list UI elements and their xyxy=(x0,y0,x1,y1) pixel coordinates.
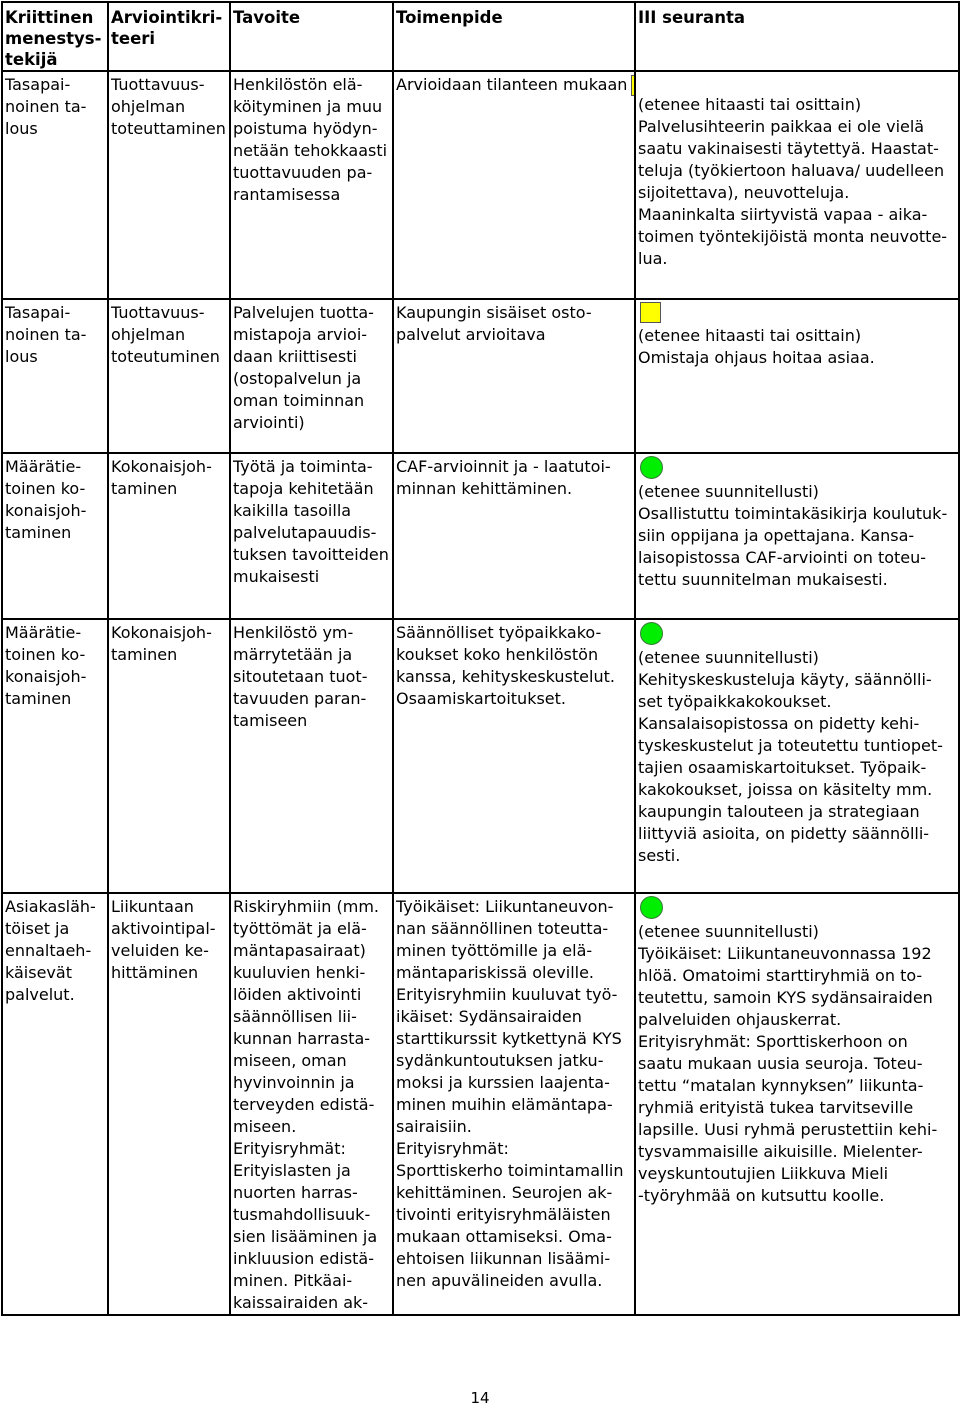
text-line: Tuottavuus- xyxy=(111,303,205,322)
text-line: netään tehokkaasti xyxy=(233,141,388,160)
text-line: minnan kehittäminen. xyxy=(396,479,573,498)
text-line: oman toiminnan xyxy=(233,391,365,410)
text-line: taminen xyxy=(5,523,72,542)
text-line: lapsille. Uusi ryhmä perustettiin kehi- xyxy=(638,1120,938,1139)
header-kriittinen-menestystekija xyxy=(2,2,108,71)
text-line: Erityisryhmiin kuuluvat työ- xyxy=(396,985,618,1004)
text-line: tamiseen xyxy=(233,711,308,730)
evaluation-table xyxy=(1,1,960,1316)
cell-tavoite xyxy=(230,893,393,1315)
header-row xyxy=(2,2,959,71)
text-line: säännöllisen lii- xyxy=(233,1007,357,1026)
text-line: saatu mukaan uusia seuroja. Toteu- xyxy=(638,1054,923,1073)
page-number: 14 xyxy=(470,1389,490,1407)
text-line: Asiakasläh- xyxy=(5,897,96,916)
text-line: teeri xyxy=(111,29,156,48)
text-line: taminen xyxy=(111,645,178,664)
text-line: kuuluvien henki- xyxy=(233,963,366,982)
text-line: tysvammaisille aikuisille. Mielenter- xyxy=(638,1142,923,1161)
text-line: liittyviä asioita, on pidetty säännölli- xyxy=(638,824,930,843)
text-line: Palvelujen tuotta- xyxy=(233,303,374,322)
text-line: (etenee hitaasti tai osittain) xyxy=(638,95,862,114)
text-line: minen. Pitkäai- xyxy=(233,1271,353,1290)
status-indicator-green-icon xyxy=(640,622,663,645)
text-line: lua. xyxy=(638,249,668,268)
seuranta-text xyxy=(638,325,956,369)
text-line: tyskeskustelut ja toteutettu tuntiopet- xyxy=(638,736,943,755)
text-line: konaisjoh- xyxy=(5,667,87,686)
cell-toimenpide xyxy=(393,893,635,1315)
text-line: rantamisessa xyxy=(233,185,341,204)
text-line: Kokonaisjoh- xyxy=(111,623,212,642)
text-line: Liikuntaan xyxy=(111,897,194,916)
text-line: teutettu, samoin KYS sydänsairaiden xyxy=(638,988,933,1007)
text-line: Toimenpide xyxy=(396,8,503,27)
cell-tekija xyxy=(2,893,108,1315)
text-line: Kaupungin sisäiset osto- xyxy=(396,303,592,322)
text-line: Osaamiskartoitukset. xyxy=(396,689,566,708)
text-line: Määrätie- xyxy=(5,457,82,476)
text-line: Tasapai- xyxy=(5,303,71,322)
text-line: toimen työntekijöistä monta neuvotte- xyxy=(638,227,948,246)
table-row xyxy=(2,893,959,1315)
text-line: töiset ja xyxy=(5,919,70,938)
cell-seuranta xyxy=(635,299,959,453)
text-line: CAF-arvioinnit ja - laatutoi- xyxy=(396,457,611,476)
text-line: kehittäminen. Seurojen ak- xyxy=(396,1183,613,1202)
table-row xyxy=(2,619,959,893)
text-line: palvelutapauudis- xyxy=(233,523,377,542)
text-line: set työpaikkakokoukset. xyxy=(638,692,832,711)
text-line: Tavoite xyxy=(233,8,301,27)
text-line: teluja (työkiertoon haluava/ uudelleen xyxy=(638,161,945,180)
text-line: -työryhmää on kutsuttu koolle. xyxy=(638,1186,885,1205)
text-line: laisopistossa CAF-arviointi on toteu- xyxy=(638,548,927,567)
text-line: Kokonaisjoh- xyxy=(111,457,212,476)
seuranta-text xyxy=(638,921,956,1207)
text-line: inkluusion edistä- xyxy=(233,1249,375,1268)
text-line: miseen. xyxy=(233,1117,297,1136)
text-line: kaikilla tasoilla xyxy=(233,501,352,520)
text-line: Tuottavuus- xyxy=(111,75,205,94)
text-line: terveyden edistä- xyxy=(233,1095,375,1114)
text-line: sien lisääminen ja xyxy=(233,1227,378,1246)
cell-kriteeri xyxy=(108,619,230,893)
text-line: mäntapariskissä oleville. xyxy=(396,963,595,982)
text-line: sydänkuntoutuksen jatku- xyxy=(396,1051,604,1070)
text-line: kanssa, kehityskeskustelut. xyxy=(396,667,615,686)
text-line: Erityislasten ja xyxy=(233,1161,351,1180)
text-line: nuorten harras- xyxy=(233,1183,358,1202)
text-line: tettu suunnitelman mukaisesti. xyxy=(638,570,888,589)
text-line: köityminen ja muu xyxy=(233,97,383,116)
text-line: tivointi erityisryhmäläisten xyxy=(396,1205,611,1224)
text-line: minen työttömille ja elä- xyxy=(396,941,593,960)
text-line: (etenee suunnitellusti) xyxy=(638,648,819,667)
text-line: lous xyxy=(5,119,38,138)
text-line: tavuuden paran- xyxy=(233,689,367,708)
table-row xyxy=(2,453,959,619)
status-indicator-yellow-icon xyxy=(640,302,661,323)
text-line: sairaisiin. xyxy=(396,1117,472,1136)
text-line: mäntapasairaat) xyxy=(233,941,366,960)
text-line: siin oppijana ja opettajana. Kansa- xyxy=(638,526,915,545)
cell-tekija xyxy=(2,619,108,893)
header-arviointikriteeri xyxy=(108,2,230,71)
text-line: Osallistuttu toimintakäsikirja koulutuk- xyxy=(638,504,948,523)
cell-kriteeri xyxy=(108,299,230,453)
text-line: Tasapai- xyxy=(5,75,71,94)
text-line: toteutuminen xyxy=(111,347,220,366)
text-line: tettu “matalan kynnyksen” liikunta- xyxy=(638,1076,924,1095)
cell-tavoite xyxy=(230,71,393,299)
cell-kriteeri xyxy=(108,453,230,619)
text-line: sitoutetaan tuot- xyxy=(233,667,368,686)
text-line: Maaninkalta siirtyvistä vapaa - aika- xyxy=(638,205,928,224)
text-line: nen apuvälineiden avulla. xyxy=(396,1271,603,1290)
text-line: starttikurssit kytkettynä KYS xyxy=(396,1029,622,1048)
text-line: palvelut. xyxy=(5,985,75,1004)
table-row xyxy=(2,71,959,299)
text-line: Määrätie- xyxy=(5,623,82,642)
text-line: ehtoisen liikunnan lisäämi- xyxy=(396,1249,611,1268)
text-line: Työikäiset: Liikuntaneuvon- xyxy=(396,897,614,916)
text-line: kakokoukset, joissa on käsitelty mm. xyxy=(638,780,933,799)
text-line: koukset koko henkilöstön xyxy=(396,645,599,664)
cell-toimenpide xyxy=(393,619,635,893)
cell-toimenpide xyxy=(393,453,635,619)
text-line: Erityisryhmät: Sporttiskerhoon on xyxy=(638,1032,908,1051)
text-line: mukaan ottamiseksi. Oma- xyxy=(396,1227,612,1246)
text-line: lous xyxy=(5,347,38,366)
text-line: III seuranta xyxy=(638,8,745,27)
text-line: palveluiden ohjauskerrat. xyxy=(638,1010,842,1029)
text-line: Kriittinen xyxy=(5,8,94,27)
text-line: menestys- xyxy=(5,29,102,48)
text-line: kaissairaiden ak- xyxy=(233,1293,369,1312)
text-line: hlöä. Omatoimi starttiryhmiä on to- xyxy=(638,966,923,985)
text-line: Työikäiset: Liikuntaneuvonnassa 192 xyxy=(638,944,932,963)
text-line: veyskuntoutujien Liikkuva Mieli xyxy=(638,1164,889,1183)
cell-tekija xyxy=(2,299,108,453)
text-line: ohjelman xyxy=(111,325,186,344)
status-indicator-green-icon xyxy=(640,896,663,919)
text-line: tajien osaamiskartoitukset. Työpaik- xyxy=(638,758,927,777)
table-row xyxy=(2,299,959,453)
text-line: Erityisryhmät: xyxy=(396,1139,509,1158)
text-line: Palvelusihteerin paikkaa ei ole vielä xyxy=(638,117,925,136)
text-line: löiden aktivointi xyxy=(233,985,362,1004)
text-line: miseen, oman xyxy=(233,1051,347,1070)
text-line: kunnan harrasta- xyxy=(233,1029,371,1048)
cell-tavoite xyxy=(230,619,393,893)
text-line: palvelut arvioitava xyxy=(396,325,546,344)
text-line: Henkilöstön elä- xyxy=(233,75,363,94)
text-line: veluiden ke- xyxy=(111,941,209,960)
text-line: ohjelman xyxy=(111,97,186,116)
cell-tekija xyxy=(2,71,108,299)
text-line: poistuma hyödyn- xyxy=(233,119,378,138)
status-indicator-green-icon xyxy=(640,456,663,479)
text-line: Riskiryhmiin (mm. xyxy=(233,897,379,916)
text-line: arviointi) xyxy=(233,413,305,432)
text-line: noinen ta- xyxy=(5,97,87,116)
text-line: hittäminen xyxy=(111,963,199,982)
text-line: mukaisesti xyxy=(233,567,320,586)
text-line: noinen ta- xyxy=(5,325,87,344)
cell-toimenpide xyxy=(393,71,635,299)
text-line: (etenee suunnitellusti) xyxy=(638,922,819,941)
text-line: Säännölliset työpaikkako- xyxy=(396,623,602,642)
header-toimenpide xyxy=(393,2,635,71)
text-line: (etenee hitaasti tai osittain) xyxy=(638,326,862,345)
text-line: toinen ko- xyxy=(5,479,86,498)
seuranta-text xyxy=(638,647,956,867)
text-line: kaupungin talouteen ja strategiaan xyxy=(638,802,920,821)
text-line: Omistaja ohjaus hoitaa asiaa. xyxy=(638,348,875,367)
text-line: käisevät xyxy=(5,963,72,982)
text-line: toteuttaminen xyxy=(111,119,226,138)
text-line: daan kriittisesti xyxy=(233,347,357,366)
text-line: Kansalaisopistossa on pidetty kehi- xyxy=(638,714,920,733)
cell-tekija xyxy=(2,453,108,619)
text-line: konaisjoh- xyxy=(5,501,87,520)
text-line: Arviointikri- xyxy=(111,8,223,27)
seuranta-text xyxy=(638,94,956,270)
cell-toimenpide xyxy=(393,299,635,453)
toimenpide-text xyxy=(396,74,632,98)
cell-kriteeri xyxy=(108,71,230,299)
text-line: tuottavuuden pa- xyxy=(233,163,373,182)
text-line: nan säännöllinen toteutta- xyxy=(396,919,609,938)
header-iii-seuranta xyxy=(635,2,959,71)
text-line: sijoitettava), neuvotteluja. xyxy=(638,183,850,202)
text-line: Erityisryhmät: xyxy=(233,1139,346,1158)
text-line: Työtä ja toiminta- xyxy=(233,457,373,476)
text-line: taminen xyxy=(5,689,72,708)
text-line: sesti. xyxy=(638,846,681,865)
text-line: mistapoja arvioi- xyxy=(233,325,368,344)
text-line: ryhmiä erityistä tukea tarvitseville xyxy=(638,1098,914,1117)
cell-seuranta xyxy=(635,71,959,299)
cell-seuranta xyxy=(635,893,959,1315)
cell-kriteeri xyxy=(108,893,230,1315)
text-line: tekijä xyxy=(5,50,58,69)
text-line: hyvinvoinnin ja xyxy=(233,1073,355,1092)
text-line: taminen xyxy=(111,479,178,498)
text-line: märrytetään ja xyxy=(233,645,353,664)
header-tavoite xyxy=(230,2,393,71)
cell-tavoite xyxy=(230,299,393,453)
text-line: (ostopalvelun ja xyxy=(233,369,362,388)
text-line: ikäiset: Sydänsairaiden xyxy=(396,1007,582,1026)
cell-tavoite xyxy=(230,453,393,619)
text-line: Henkilöstö ym- xyxy=(233,623,354,642)
text-line: Kehityskeskusteluja käyty, säännölli- xyxy=(638,670,932,689)
cell-seuranta xyxy=(635,453,959,619)
seuranta-text xyxy=(638,481,956,591)
text-line: tusmahdollisuuk- xyxy=(233,1205,371,1224)
text-line: saatu vakinaisesti täytettyä. Haastat- xyxy=(638,139,939,158)
text-line: Arvioidaan tilanteen mukaan xyxy=(396,75,628,94)
text-line: minen muihin elämäntapa- xyxy=(396,1095,613,1114)
text-line: moksi ja kurssien laajenta- xyxy=(396,1073,610,1092)
cell-seuranta xyxy=(635,619,959,893)
text-line: Sporttiskerho toimintamallin xyxy=(396,1161,624,1180)
text-line: ennaltaeh- xyxy=(5,941,92,960)
text-line: työttömät ja elä- xyxy=(233,919,367,938)
text-line: tapoja kehitetään xyxy=(233,479,374,498)
text-line: tuksen tavoitteiden xyxy=(233,545,389,564)
text-line: toinen ko- xyxy=(5,645,86,664)
text-line: (etenee suunnitellusti) xyxy=(638,482,819,501)
text-line: aktivointipal- xyxy=(111,919,216,938)
